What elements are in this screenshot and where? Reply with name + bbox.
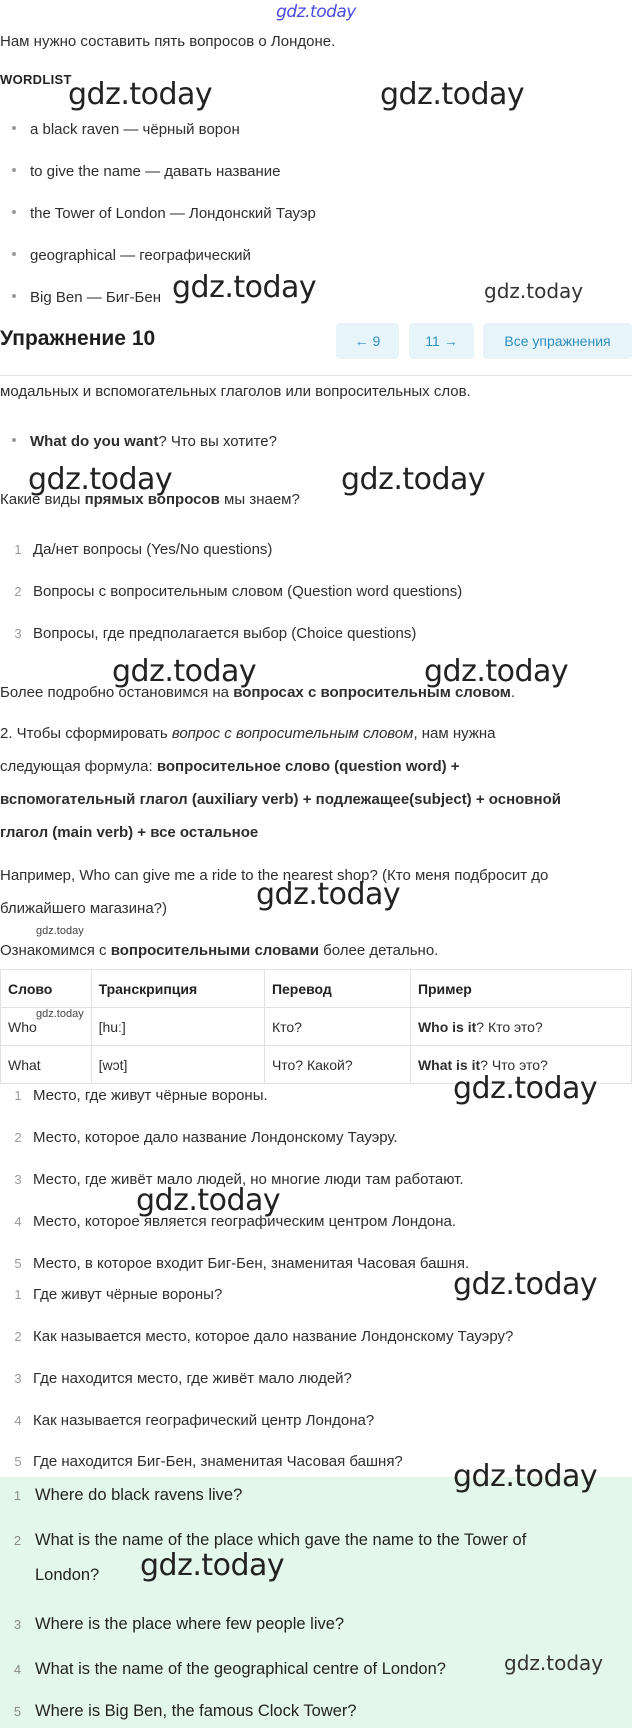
text-part: Более подробно остановимся на bbox=[0, 684, 234, 701]
question-ru-item bbox=[0, 1412, 374, 1429]
exercise-title: Упражнение 10 bbox=[0, 327, 156, 350]
all-exercises-button[interactable]: Все упражнения bbox=[483, 323, 632, 359]
kinds-item bbox=[0, 583, 462, 600]
wordlist-item-text: Big Ben — Биг-Бен bbox=[30, 289, 162, 306]
answer-text: Where is the place where few people live? bbox=[35, 1615, 345, 1633]
answer-text: Where do black ravens live? bbox=[35, 1486, 243, 1504]
kinds-item-text: Да/нет вопросы (Yes/No questions) bbox=[33, 541, 273, 558]
item-number: 2 bbox=[14, 1130, 22, 1145]
answer-item bbox=[0, 1486, 242, 1505]
place-item bbox=[0, 1087, 268, 1104]
watermark: gdz.today bbox=[172, 270, 317, 305]
text-part: мы знаем? bbox=[219, 491, 300, 508]
prev-exercise-button[interactable]: ← 9 bbox=[336, 323, 399, 359]
divider bbox=[0, 375, 632, 376]
formula-line-1 bbox=[0, 725, 496, 742]
question-ru-item bbox=[0, 1328, 513, 1345]
watermark: gdz.today bbox=[484, 279, 584, 303]
wordlist-item-text: the Tower of London — Лондонский Тауэр bbox=[30, 205, 316, 222]
example-rest: ? Что вы хотите? bbox=[158, 433, 277, 450]
formula-line-2 bbox=[0, 758, 460, 775]
table-row bbox=[1, 1008, 632, 1046]
place-text: Место, в которое входит Биг-Бен, знаменитая Часовая башня. bbox=[33, 1255, 470, 1272]
bullet-icon bbox=[12, 438, 16, 442]
item-number: 2 bbox=[14, 584, 22, 599]
table-cell: Что? Какой? bbox=[264, 1046, 410, 1084]
formula-line-3 bbox=[0, 791, 561, 808]
text-bold: прямых вопросов bbox=[84, 491, 220, 508]
watermark: gdz.today bbox=[28, 462, 173, 497]
text-bold: глагол (main verb) + все остальное bbox=[0, 824, 259, 841]
place-text: Место, которое является географическим центром Лондона. bbox=[33, 1213, 457, 1230]
question-ru-text: Где живут чёрные вороны? bbox=[33, 1286, 223, 1303]
example2-line-1: Например, Who can give me a ride to the nearest shop? (Кто меня подбросит до bbox=[0, 867, 549, 884]
wordlist-item-text: geographical — географический bbox=[30, 247, 251, 264]
table-cell bbox=[410, 1008, 631, 1046]
item-number: 5 bbox=[14, 1256, 22, 1271]
item-number: 4 bbox=[14, 1413, 22, 1428]
question-ru-item bbox=[0, 1453, 403, 1470]
answer-text: Where is Big Ben, the famous Clock Tower? bbox=[35, 1702, 357, 1720]
item-number: 1 bbox=[14, 542, 22, 557]
example-bold: What do you want bbox=[30, 433, 159, 450]
text-part: ? Что это? bbox=[480, 1056, 548, 1073]
text-bold: вопросительное слово (question word) + bbox=[156, 758, 460, 775]
watermark: gdz.today bbox=[36, 925, 84, 937]
item-number: 2 bbox=[13, 1533, 22, 1548]
place-text: Место, где живёт мало людей, но многие люди там работают. bbox=[33, 1171, 464, 1188]
table-cell: [wɔt] bbox=[91, 1046, 264, 1084]
item-number: 4 bbox=[14, 1214, 22, 1229]
table-header: Слово bbox=[1, 970, 92, 1008]
text-part: Какие виды bbox=[0, 491, 85, 508]
example2-line-2: ближайшего магазина?) bbox=[0, 900, 168, 917]
watermark: gdz.today bbox=[453, 1459, 598, 1494]
table-cell: What bbox=[1, 1046, 92, 1084]
item-number: 3 bbox=[13, 1617, 22, 1632]
text-part: Ознакомимся с bbox=[0, 942, 111, 959]
answer-item bbox=[0, 1660, 446, 1679]
intro-text: Нам нужно составить пять вопросов о Лондоне. bbox=[0, 33, 336, 50]
wordlist-item bbox=[12, 205, 316, 222]
item-number: 3 bbox=[14, 1371, 22, 1386]
table-header: Перевод bbox=[264, 970, 410, 1008]
watermark: gdz.today bbox=[341, 462, 486, 497]
table-header: Пример bbox=[410, 970, 631, 1008]
wordlist-item-text: a black raven — чёрный ворон bbox=[30, 121, 240, 138]
question-ru-item bbox=[0, 1370, 352, 1387]
text-bold: вспомогательный глагол (auxiliary verb) + подлежащее(subject) + основной bbox=[0, 791, 561, 808]
watermark: gdz.today bbox=[256, 877, 401, 912]
question-ru-text: Как называется географический центр Лондона? bbox=[33, 1412, 375, 1429]
answer-text: What is the name of the geographical centre of London? bbox=[35, 1660, 446, 1678]
next-exercise-button[interactable]: 11 → bbox=[409, 323, 474, 359]
question-ru-item bbox=[0, 1286, 222, 1303]
item-number: 1 bbox=[14, 1088, 22, 1103]
acquaint-text bbox=[0, 942, 438, 959]
example-item bbox=[12, 433, 277, 450]
table-cell: [huː] bbox=[91, 1008, 264, 1046]
question-ru-text: Где находится Биг-Бен, знаменитая Часовая башня? bbox=[33, 1453, 403, 1470]
item-number: 1 bbox=[13, 1488, 22, 1503]
kinds-item-text: Вопросы с вопросительным словом (Question word questions) bbox=[33, 583, 463, 600]
answer-item-continued: London? bbox=[35, 1566, 100, 1584]
wordlist-item bbox=[12, 121, 240, 138]
wordlist-item bbox=[12, 289, 161, 306]
place-item bbox=[0, 1129, 398, 1146]
item-number: 1 bbox=[14, 1287, 22, 1302]
kinds-item bbox=[0, 625, 416, 642]
text-part: следующая формула: bbox=[0, 758, 157, 775]
item-number: 5 bbox=[13, 1704, 22, 1719]
formula-line-4 bbox=[0, 824, 258, 841]
watermark: gdz.today bbox=[380, 77, 525, 112]
question-ru-text: Как называется место, которое дало название Лондонскому Тауэру? bbox=[33, 1328, 514, 1345]
bullet-icon bbox=[12, 294, 16, 298]
item-number: 5 bbox=[14, 1454, 22, 1469]
text-bold: вопросах с вопросительным словом bbox=[233, 684, 511, 701]
text-part: 2. Чтобы сформировать bbox=[0, 725, 172, 742]
place-text: Место, которое дало название Лондонскому Тауэру. bbox=[33, 1129, 398, 1146]
kinds-item bbox=[0, 541, 272, 558]
watermark: gdz.today bbox=[68, 77, 213, 112]
watermark: gdz.today bbox=[424, 654, 569, 689]
wordlist-item bbox=[12, 163, 280, 180]
question-words-table bbox=[0, 969, 632, 1084]
answer-item bbox=[0, 1615, 344, 1634]
place-text: Место, где живут чёрные вороны. bbox=[33, 1087, 268, 1104]
item-number: 3 bbox=[14, 626, 22, 641]
answer-item bbox=[0, 1702, 357, 1721]
question-ru-text: Где находится место, где живёт мало людей? bbox=[33, 1370, 352, 1387]
table-header-row bbox=[1, 970, 632, 1008]
watermark: gdz.today bbox=[136, 1183, 281, 1218]
text-part: . bbox=[510, 684, 516, 701]
grammar-text: модальных и вспомогательных глаголов или вопросительных слов. bbox=[0, 383, 471, 400]
answers-block bbox=[0, 1477, 632, 1728]
answer-text: What is the name of the place which gave the name to the Tower of bbox=[35, 1531, 527, 1549]
bullet-icon bbox=[12, 168, 16, 172]
watermark: gdz.today bbox=[453, 1267, 598, 1302]
table-cell: Кто? bbox=[264, 1008, 410, 1046]
watermark: gdz.today bbox=[112, 654, 257, 689]
text-bold: вопросительными словами bbox=[110, 942, 319, 959]
text-bold: Who is it bbox=[417, 1018, 477, 1035]
bullet-icon bbox=[12, 126, 16, 130]
wordlist-title: WORDLIST bbox=[0, 72, 72, 87]
watermark: gdz.today bbox=[453, 1071, 598, 1106]
bullet-icon bbox=[12, 210, 16, 214]
watermark: gdz.today bbox=[140, 1548, 285, 1583]
text-part: более детально. bbox=[318, 942, 439, 959]
table-header: Транскрипция bbox=[91, 970, 264, 1008]
wordlist-item-text: to give the name — давать название bbox=[30, 163, 281, 180]
item-number: 4 bbox=[13, 1662, 22, 1677]
text-part: , нам нужна bbox=[413, 725, 496, 742]
wordlist-item bbox=[12, 247, 251, 264]
kinds-item-text: Вопросы, где предполагается выбор (Choice questions) bbox=[33, 625, 417, 642]
item-number: 2 bbox=[14, 1329, 22, 1344]
text-part: ? Кто это? bbox=[476, 1018, 543, 1035]
text-bold: What is it bbox=[417, 1056, 481, 1073]
table-cell: Who bbox=[1, 1008, 92, 1046]
place-item bbox=[0, 1255, 469, 1272]
bullet-icon bbox=[12, 252, 16, 256]
watermark: gdz.today bbox=[504, 1651, 604, 1675]
item-number: 3 bbox=[14, 1172, 22, 1187]
text-italic: вопрос с вопросительным словом bbox=[171, 725, 414, 742]
top-watermark: gdz.today bbox=[276, 2, 356, 22]
watermark: gdz.today bbox=[36, 1008, 84, 1020]
